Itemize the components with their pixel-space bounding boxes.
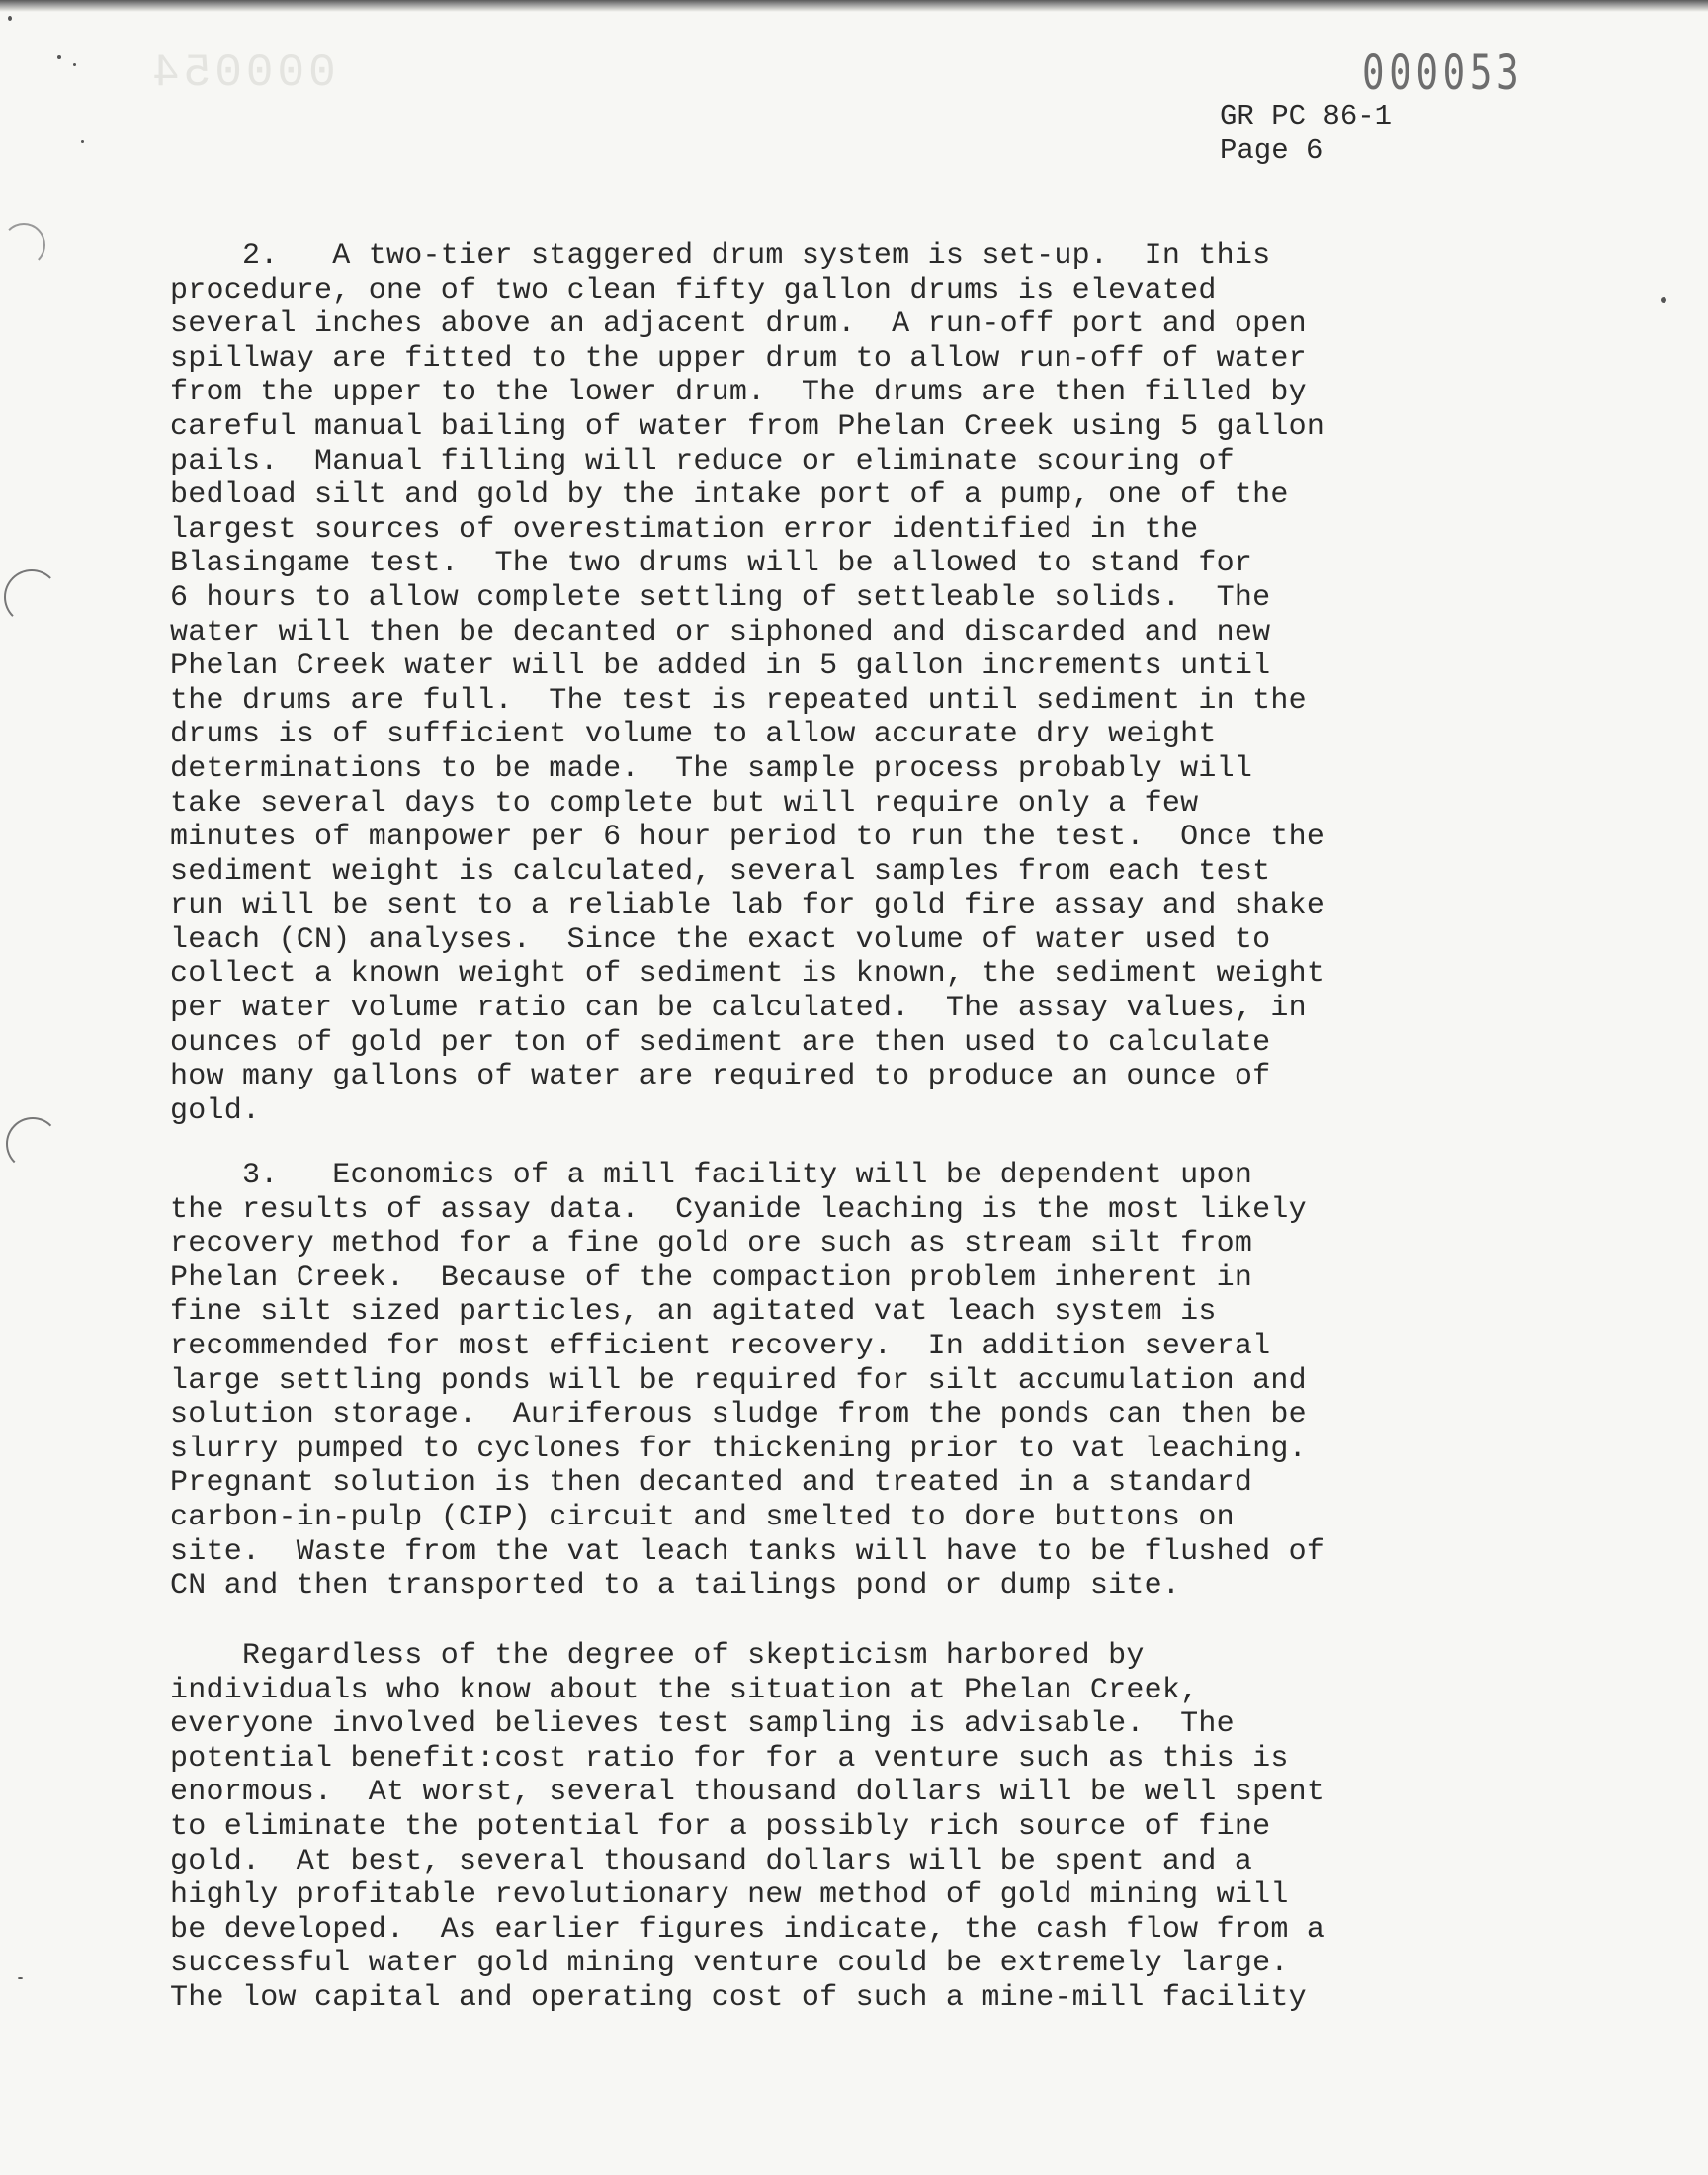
page-number: Page 6	[1220, 134, 1324, 167]
text-line: leach (CN) analyses. Since the exact volume of water used to	[170, 922, 1271, 957]
text-line: 3. Economics of a mill facility will be dependent upon	[170, 1159, 1253, 1192]
text-line: successful water gold mining venture could be extremely large.	[170, 1947, 1289, 1981]
text-line: potential benefit:cost ratio for for a venture such as this is	[170, 1741, 1289, 1776]
text-line: spillway are fitted to the upper drum to allow run-off of water	[170, 341, 1307, 376]
text-line: gold. At best, several thousand dollars will be spent and a	[170, 1844, 1253, 1878]
paragraph-item-3	[170, 1159, 1475, 1604]
text-line: be developed. As earlier figures indicate, the cash flow from a	[170, 1912, 1325, 1947]
text-line: recommended for most efficient recovery. In addition several	[170, 1329, 1271, 1363]
text-line: bedload silt and gold by the intake port of a pump, one of the	[170, 478, 1289, 513]
text-line: everyone involved believes test sampling is advisable. The	[170, 1707, 1235, 1742]
text-line: the drums are full. The test is repeated until sediment in the	[170, 683, 1307, 718]
text-line: The low capital and operating cost of such a mine-mill facility	[170, 1980, 1307, 2015]
scan-speck	[8, 16, 12, 21]
text-line: careful manual bailing of water from Phelan Creek using 5 gallon	[170, 409, 1325, 444]
text-line: sediment weight is calculated, several samples from each test	[170, 854, 1271, 889]
text-line: CN and then transported to a tailings pond or dump site.	[170, 1569, 1181, 1604]
text-line: recovery method for a fine gold ore such as stream silt from	[170, 1227, 1253, 1262]
bates-number: 000053	[1362, 45, 1524, 101]
text-line: Regardless of the degree of skepticism harbored by	[170, 1639, 1145, 1673]
text-line: individuals who know about the situation at Phelan Creek,	[170, 1673, 1199, 1707]
scan-top-edge	[0, 0, 1708, 12]
text-line: ounces of gold per ton of sediment are then used to calculate	[170, 1025, 1271, 1060]
text-line: slurry pumped to cyclones for thickening prior to vat leaching.	[170, 1432, 1307, 1466]
bleed-through-bates-number: 000054	[148, 47, 336, 99]
text-line: gold.	[170, 1093, 261, 1128]
text-line: per water volume ratio can be calculated. The assay values, in	[170, 992, 1307, 1026]
text-line: drums is of sufficient volume to allow accurate dry weight	[170, 718, 1217, 752]
scan-speck	[1661, 297, 1666, 303]
text-line: large settling ponds will be required for silt accumulation and	[170, 1363, 1307, 1398]
text-line: water will then be decanted or siphoned and discarded and new	[170, 615, 1271, 650]
text-line: pails. Manual filling will reduce or eliminate scouring of	[170, 444, 1235, 478]
document-code: GR PC 86-1	[1220, 100, 1393, 132]
text-line: enormous. At worst, several thousand dollars will be well spent	[170, 1776, 1325, 1810]
text-line: run will be sent to a reliable lab for gold fire assay and shake	[170, 889, 1325, 923]
text-line: Pregnant solution is then decanted and treated in a standard	[170, 1466, 1253, 1501]
text-line: Phelan Creek water will be added in 5 gallon increments until	[170, 650, 1271, 684]
scan-speck	[57, 55, 61, 59]
text-line: several inches above an adjacent drum. A run-off port and open	[170, 307, 1307, 342]
paragraph-conclusion	[170, 1639, 1475, 2016]
paragraph-item-2	[170, 239, 1475, 1128]
text-line: determinations to be made. The sample process probably will	[170, 751, 1253, 786]
text-line: to eliminate the potential for a possibly rich source of fine	[170, 1809, 1271, 1844]
scan-speck	[18, 1977, 23, 1979]
scan-speck	[73, 63, 76, 66]
punch-hole-mark	[6, 1117, 59, 1171]
text-line: fine silt sized particles, an agitated vat leach system is	[170, 1295, 1217, 1330]
text-line: how many gallons of water are required to produce an ounce of	[170, 1060, 1271, 1094]
text-line: 6 hours to allow complete settling of settleable solids. The	[170, 580, 1271, 615]
text-line: collect a known weight of sediment is known, the sediment weight	[170, 957, 1325, 992]
text-line: from the upper to the lower drum. The drums are then filled by	[170, 376, 1307, 410]
text-line: solution storage. Auriferous sludge from the ponds can then be	[170, 1398, 1307, 1433]
text-line: take several days to complete but will require only a few	[170, 786, 1199, 821]
punch-hole-mark	[4, 569, 59, 625]
text-line: Phelan Creek. Because of the compaction problem inherent in	[170, 1261, 1253, 1295]
scan-speck	[81, 140, 84, 143]
text-line: highly profitable revolutionary new method of gold mining will	[170, 1878, 1289, 1913]
text-line: 2. A two-tier staggered drum system is set-up. In this	[170, 239, 1271, 273]
text-line: the results of assay data. Cyanide leaching is the most likely	[170, 1192, 1307, 1227]
text-line: minutes of manpower per 6 hour period to run the test. Once the	[170, 821, 1325, 855]
text-line: procedure, one of two clean fifty gallon drums is elevated	[170, 273, 1217, 307]
text-line: Blasingame test. The two drums will be allowed to stand for	[170, 547, 1253, 581]
punch-hole-mark	[2, 223, 45, 267]
text-line: carbon-in-pulp (CIP) circuit and smelted to dore buttons on	[170, 1500, 1235, 1534]
text-line: largest sources of overestimation error identified in the	[170, 512, 1199, 547]
text-line: site. Waste from the vat leach tanks will have to be flushed of	[170, 1534, 1325, 1569]
